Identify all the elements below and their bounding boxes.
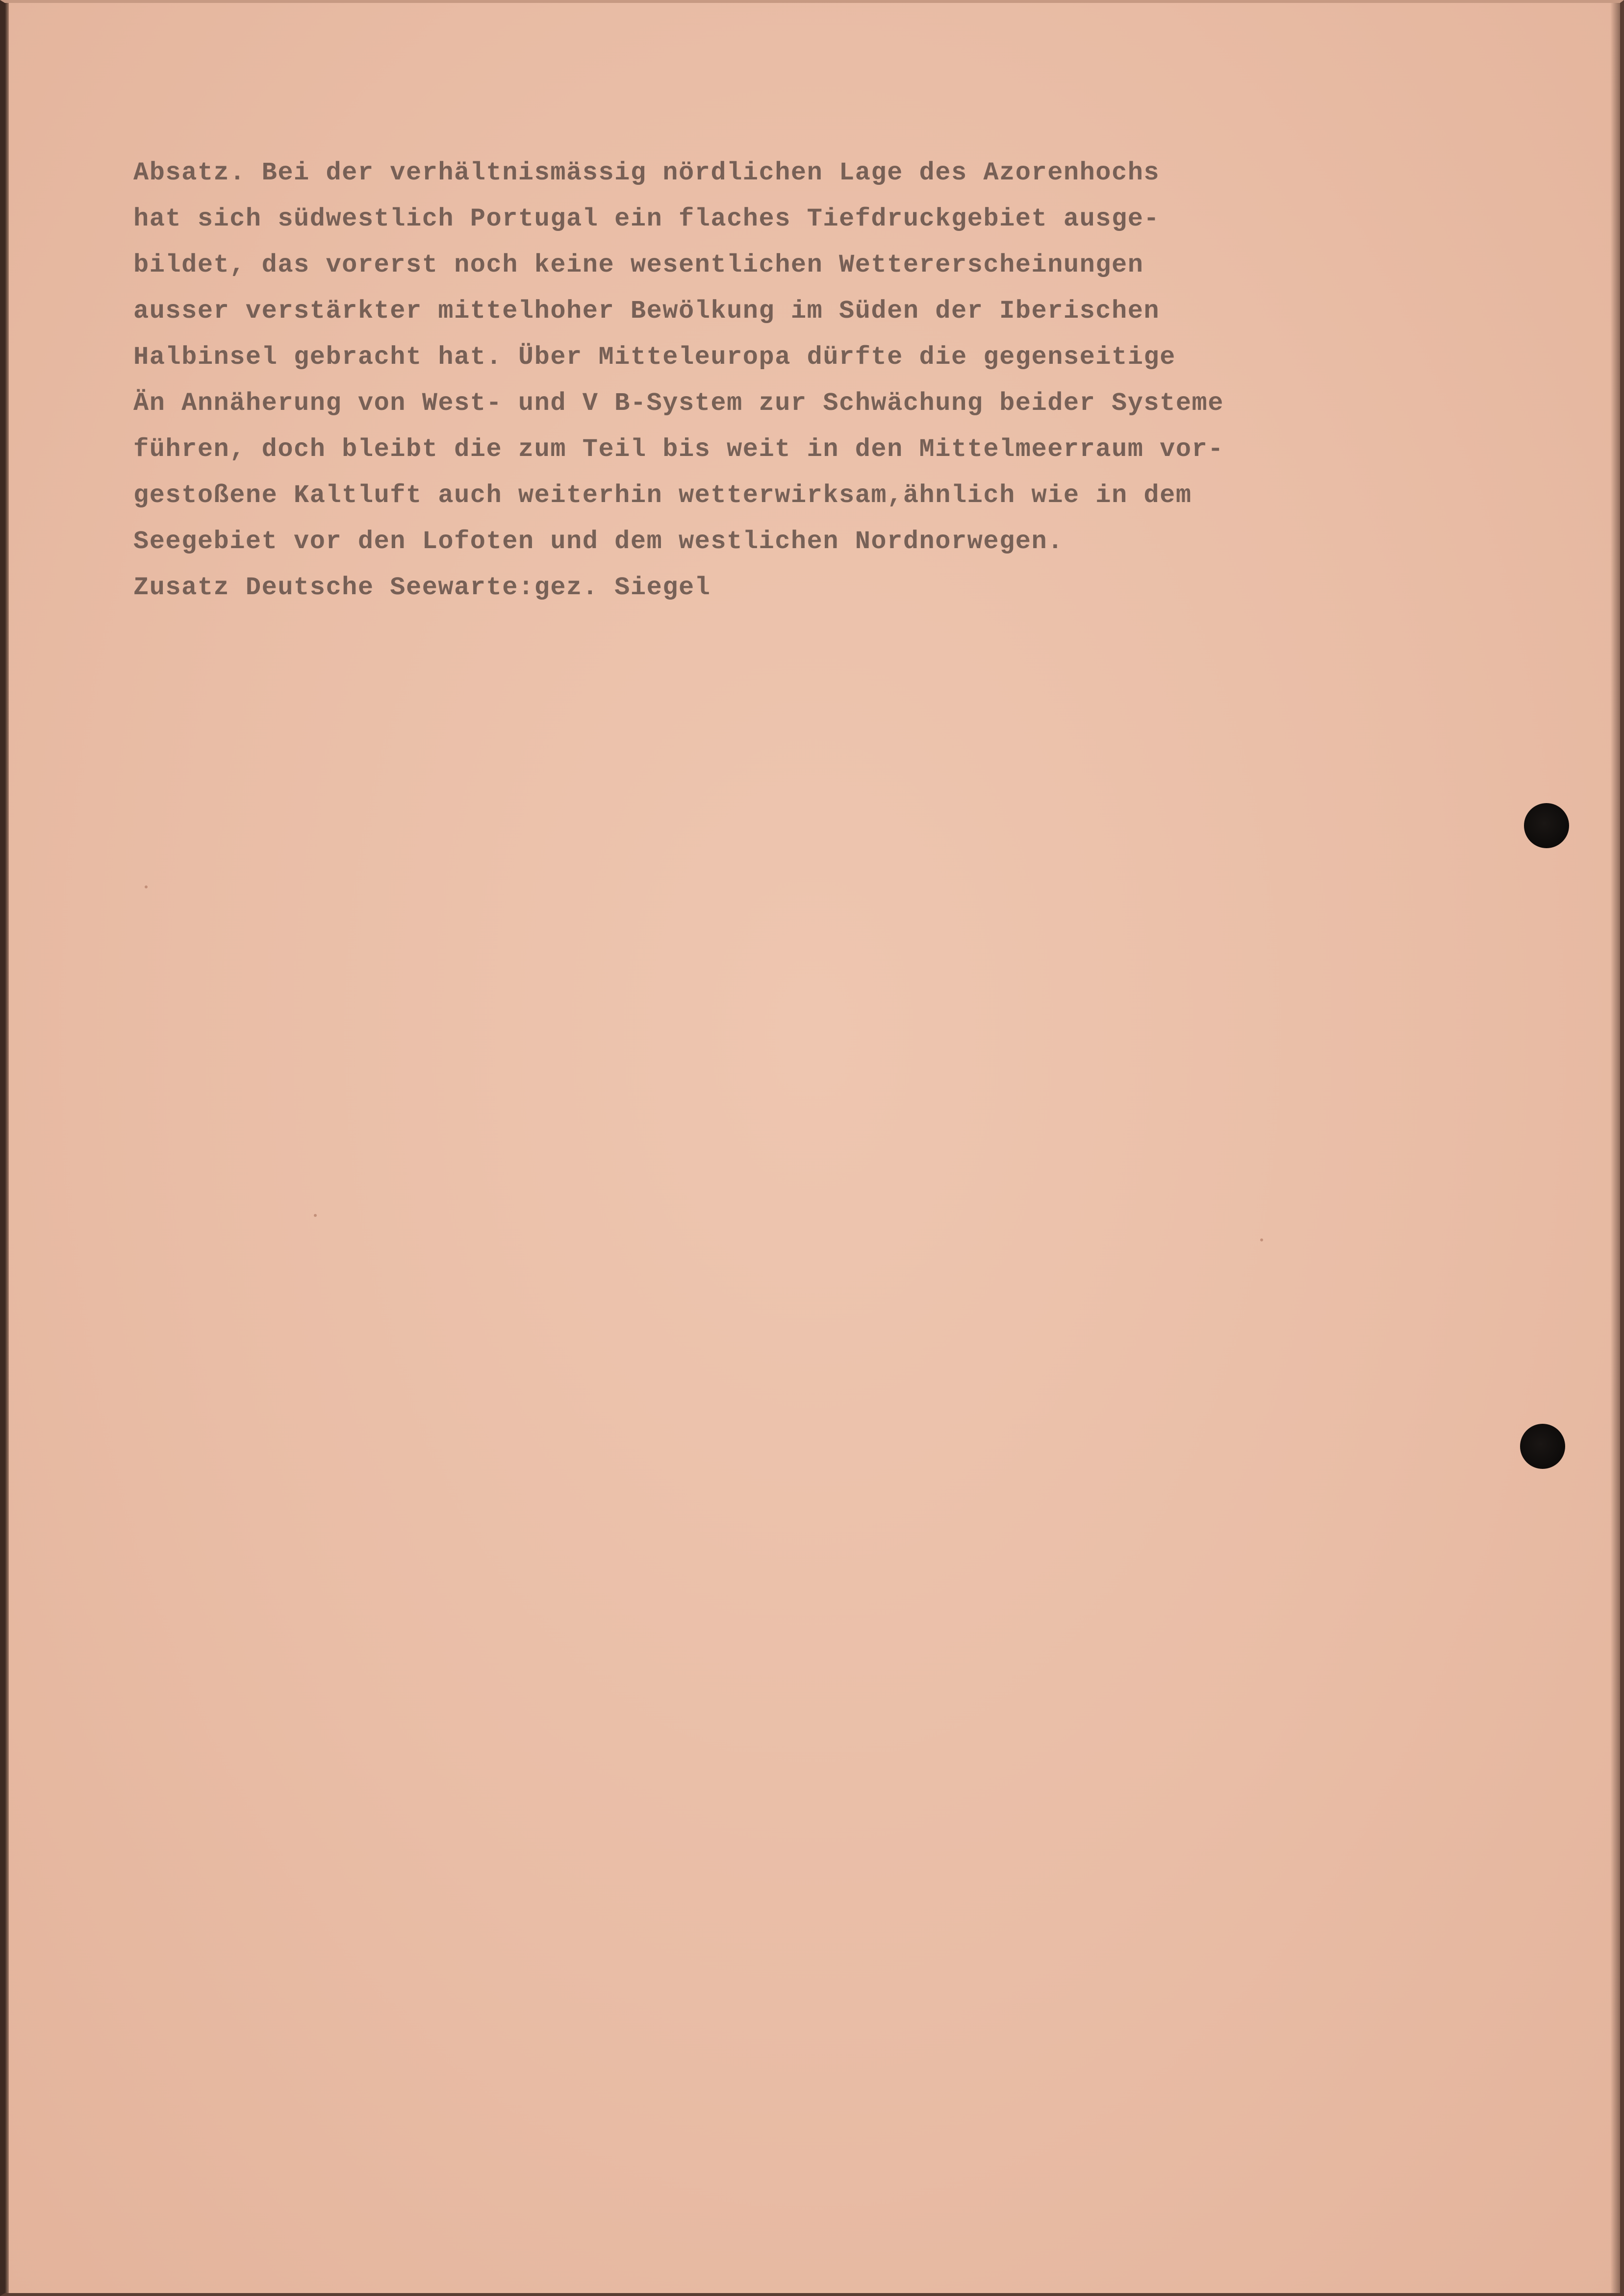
paper-speck [145, 885, 148, 888]
typewritten-text-block [133, 150, 1536, 611]
paper-speck [314, 1214, 317, 1217]
punch-hole-top [1524, 803, 1569, 848]
text-line: bildet, das vorerst noch keine wesentlichen Wettererscheinungen [133, 251, 1144, 279]
text-line: gestoßene Kaltluft auch weiterhin wetterwirksam,ähnlich wie in dem [133, 481, 1192, 510]
punch-hole-bottom [1520, 1424, 1565, 1469]
text-line: Seegebiet vor den Lofoten und dem westlichen Nordnorwegen. [133, 527, 1064, 556]
text-line: führen, doch bleibt die zum Teil bis weit in den Mittelmeerraum vor- [133, 435, 1224, 464]
text-line: hat sich südwestlich Portugal ein flaches Tiefdruckgebiet ausge- [133, 204, 1160, 233]
text-line: Än Annäherung von West- und V B-System zur Schwächung beider Systeme [133, 389, 1224, 418]
signature-line: Zusatz Deutsche Seewarte:gez. Siegel [133, 573, 711, 602]
text-line: ausser verstärkter mittelhoher Bewölkung im Süden der Iberischen [133, 297, 1160, 326]
text-line: Halbinsel gebracht hat. Über Mitteleuropa dürfte die gegenseitige [133, 343, 1176, 372]
paper-speck [1260, 1238, 1263, 1241]
page-left-edge-shadow [5, 3, 9, 2293]
page-right-edge-shadow [1610, 3, 1620, 2293]
text-line: Absatz. Bei der verhältnismässig nördlichen Lage des Azorenhochs [133, 158, 1160, 187]
